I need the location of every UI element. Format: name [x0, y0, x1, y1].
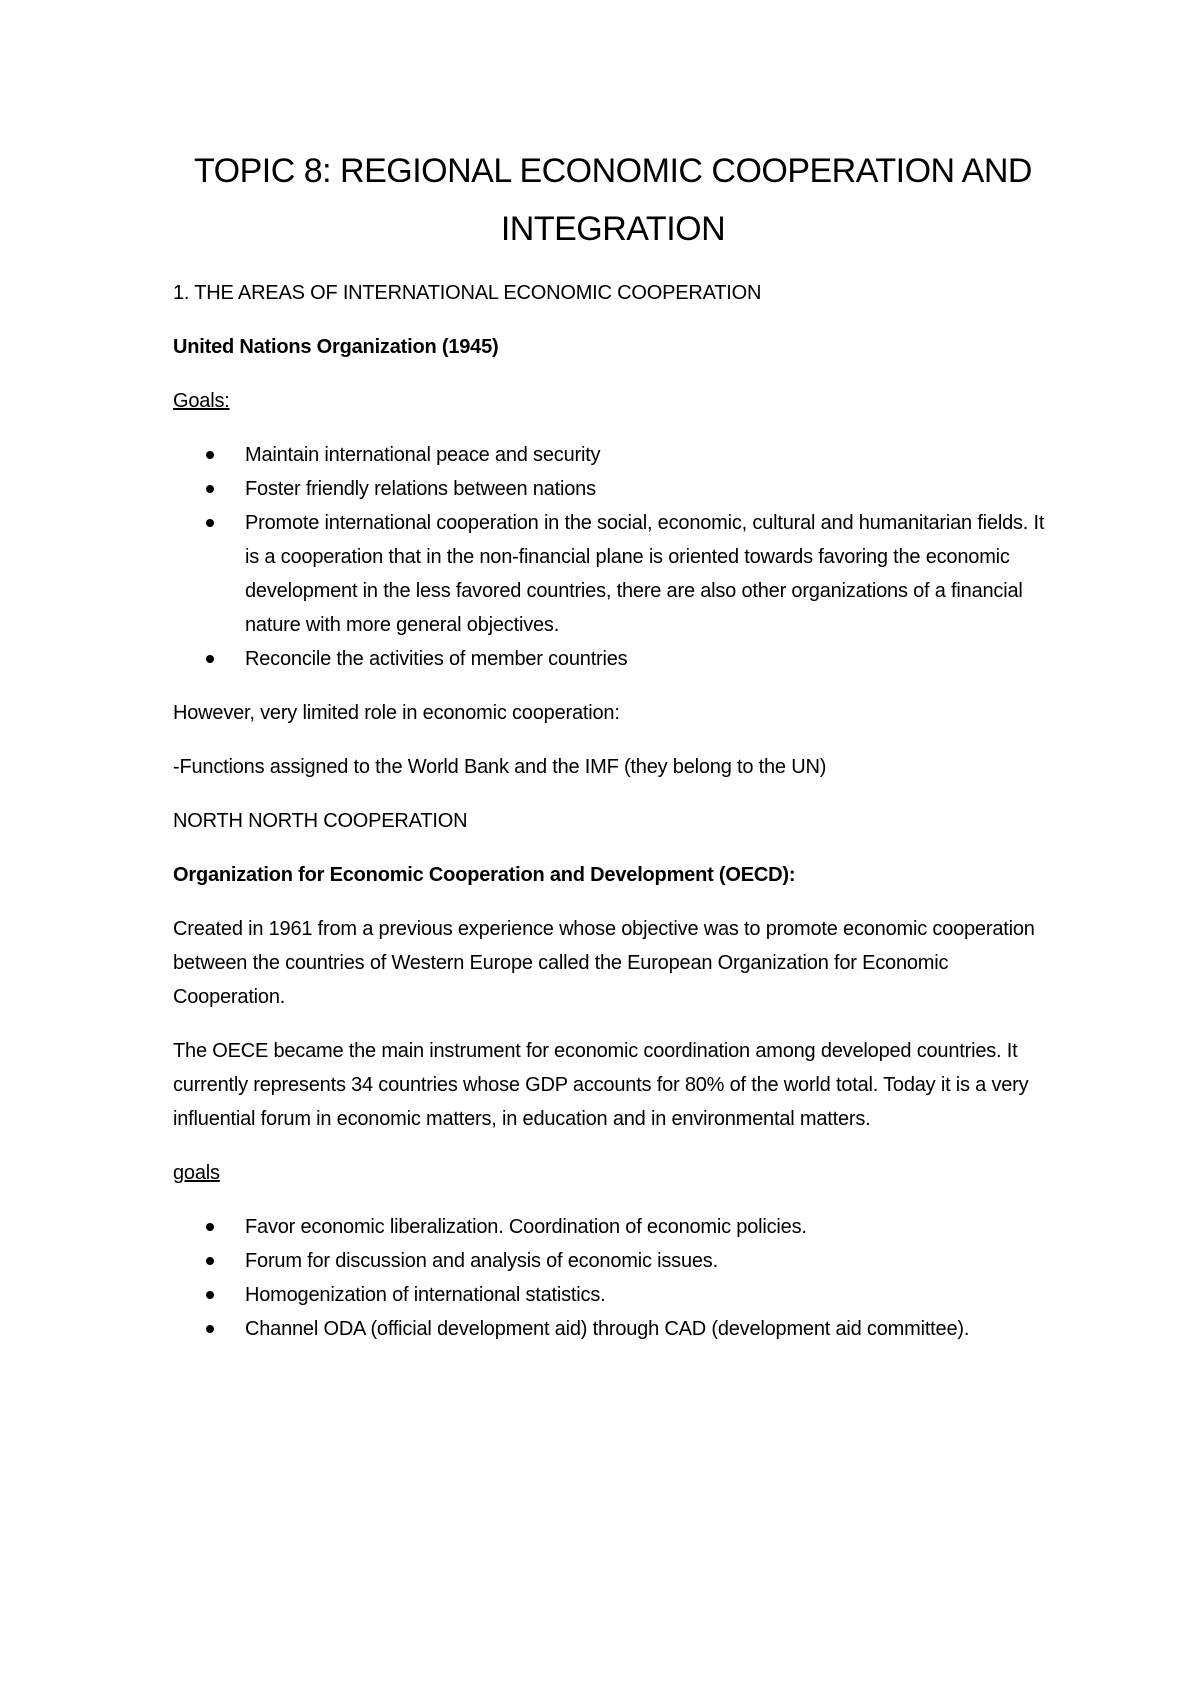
section-heading: 1. THE AREAS OF INTERNATIONAL ECONOMIC COOPERATION — [173, 282, 762, 304]
oecd-heading: Organization for Economic Cooperation and Development (OECD): — [173, 864, 796, 886]
bullet-icon — [206, 1325, 214, 1333]
list-item-text: Promote international cooperation in the social, economic, cultural and humanitarian fields. It is a cooperation that in the non-financial plane is oriented towards favoring the economic development in the less favored countries, there are also other organizations of a financial nature with more general objectives. — [245, 512, 1045, 636]
list-item-text: Maintain international peace and security — [245, 444, 601, 466]
list-item-text: Favor economic liberalization. Coordination of economic policies. — [245, 1216, 807, 1238]
un-functions: -Functions assigned to the World Bank and the IMF (they belong to the UN) — [173, 756, 827, 778]
bullet-icon — [206, 519, 214, 527]
list-item — [173, 506, 1053, 642]
bullet-icon — [206, 485, 214, 493]
un-goals-label: Goals: — [173, 390, 230, 412]
list-item — [173, 1244, 1053, 1278]
list-item — [173, 472, 1053, 506]
list-item-text: Reconcile the activities of member countries — [245, 648, 628, 670]
list-item-text: Foster friendly relations between nations — [245, 478, 596, 500]
oecd-paragraph-2: The OECE became the main instrument for economic coordination among developed countries. It currently represents 34 countries whose GDP accounts for 80% of the world total. Today it is a very influential forum in economic matters, in education and in environmental matters. — [173, 1040, 1029, 1130]
document-body — [173, 142, 1053, 1366]
list-item — [173, 642, 1053, 676]
un-goals-list — [173, 438, 1053, 676]
list-item — [173, 1312, 1053, 1346]
list-item-text: Channel ODA (official development aid) through CAD (development aid committee). — [245, 1318, 970, 1340]
oecd-paragraph-1: Created in 1961 from a previous experience whose objective was to promote economic cooperation between the countries of Western Europe called the European Organization for Economic Cooperation. — [173, 918, 1035, 1008]
bullet-icon — [206, 451, 214, 459]
list-item — [173, 438, 1053, 472]
oecd-goals-label: goals — [173, 1162, 220, 1184]
bullet-icon — [206, 1257, 214, 1265]
oecd-goals-list — [173, 1210, 1053, 1346]
list-item — [173, 1278, 1053, 1312]
document-title: TOPIC 8: REGIONAL ECONOMIC COOPERATION AND INTEGRATION — [194, 152, 1032, 248]
un-heading: United Nations Organization (1945) — [173, 336, 499, 358]
list-item-text: Forum for discussion and analysis of economic issues. — [245, 1250, 718, 1272]
bullet-icon — [206, 655, 214, 663]
north-heading: NORTH NORTH COOPERATION — [173, 810, 468, 832]
bullet-icon — [206, 1223, 214, 1231]
un-limited-role: However, very limited role in economic cooperation: — [173, 702, 620, 724]
bullet-icon — [206, 1291, 214, 1299]
list-item — [173, 1210, 1053, 1244]
list-item-text: Homogenization of international statistics. — [245, 1284, 606, 1306]
